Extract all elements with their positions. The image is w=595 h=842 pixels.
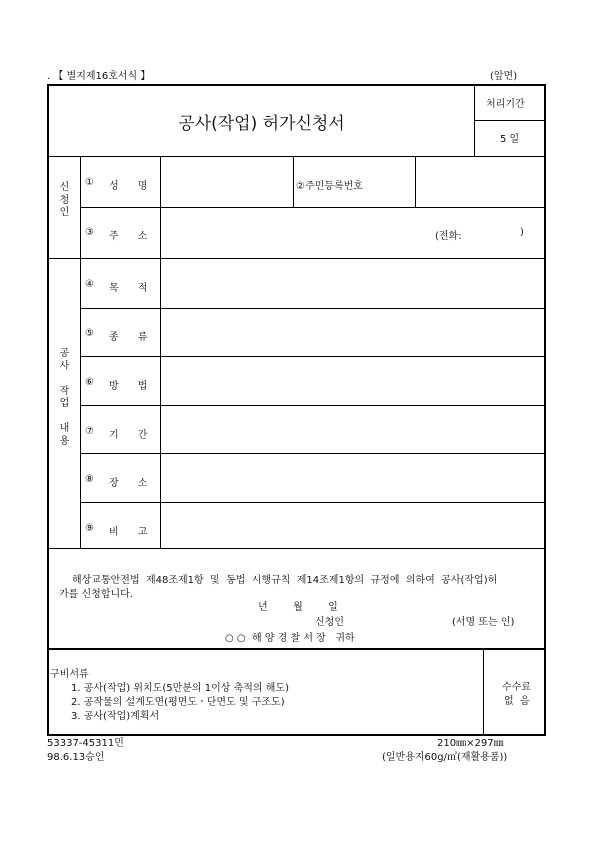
- name-label: 성 명: [109, 181, 148, 192]
- name-number: ①: [85, 177, 94, 188]
- document-item: 2. 공작물의 설계도면(평면도ㆍ단면도 및 구조도): [71, 697, 285, 708]
- document-item: 1. 공사(작업) 위치도(5만분의 1이상 축적의 해도): [71, 683, 289, 694]
- period-number: ⑦: [85, 426, 94, 437]
- type-number: ⑤: [85, 328, 94, 339]
- paper-size: 210㎜×297㎜: [437, 738, 504, 749]
- document-item: 3. 공사(작업)계획서: [71, 711, 160, 722]
- location-number: ⑧: [85, 474, 94, 485]
- processing-period-label: 처리기간: [486, 99, 525, 110]
- paper-type: (일반용지60g/㎡(재활용품)): [382, 752, 508, 763]
- applicant-section-label: 신 청 인: [59, 182, 70, 218]
- phone-close: ): [520, 227, 524, 238]
- applicant-sign-label: 신청인: [315, 617, 344, 628]
- phone-label: (전화:: [435, 231, 462, 242]
- application-date: 년 월 일: [258, 602, 338, 613]
- address-label: 주 소: [109, 231, 148, 242]
- signature-note: (서명 또는 인): [452, 617, 515, 628]
- application-form: [47, 84, 546, 650]
- resident-id-label: ②주민등록번호: [296, 181, 363, 192]
- documents-title: 구비서류: [50, 669, 89, 680]
- location-label: 장 소: [109, 478, 148, 489]
- period-label: 기 간: [109, 430, 148, 441]
- method-label: 방 법: [109, 381, 148, 392]
- method-number: ⑥: [85, 377, 94, 388]
- form-code: 53337-45311민: [47, 738, 124, 749]
- address-number: ③: [85, 227, 94, 238]
- approval-date: 98.6.13승인: [47, 752, 105, 763]
- remarks-number: ⑨: [85, 523, 94, 534]
- type-label: 종 류: [109, 332, 148, 343]
- declaration-line-1: 해상교통안전법 제48조제1항 및 동법 시행규칙 제14조제1항의 규정에 의하여 공사(작업)허: [72, 575, 498, 586]
- purpose-number: ④: [85, 279, 94, 290]
- remarks-label: 비 고: [109, 527, 148, 538]
- page-side-label: (앞면): [490, 71, 518, 82]
- documents-box: [47, 650, 546, 736]
- title-cell: [49, 86, 474, 156]
- work-section-label: 공 사 작 업 내 용: [59, 348, 70, 447]
- fee-label: 수수료: [502, 682, 531, 693]
- processing-period-value: 5 일: [500, 134, 520, 145]
- form-title: 공사(작업) 허가신청서: [178, 113, 345, 134]
- addressee: ○ ○ 해 양 경 찰 서 장 귀하: [225, 633, 355, 644]
- declaration-line-2: 가를 신청합니다.: [59, 589, 133, 600]
- fee-value: 없 음: [504, 696, 530, 707]
- purpose-label: 목 적: [109, 283, 148, 294]
- form-number: . 【 별지제16호서식 】: [47, 71, 151, 82]
